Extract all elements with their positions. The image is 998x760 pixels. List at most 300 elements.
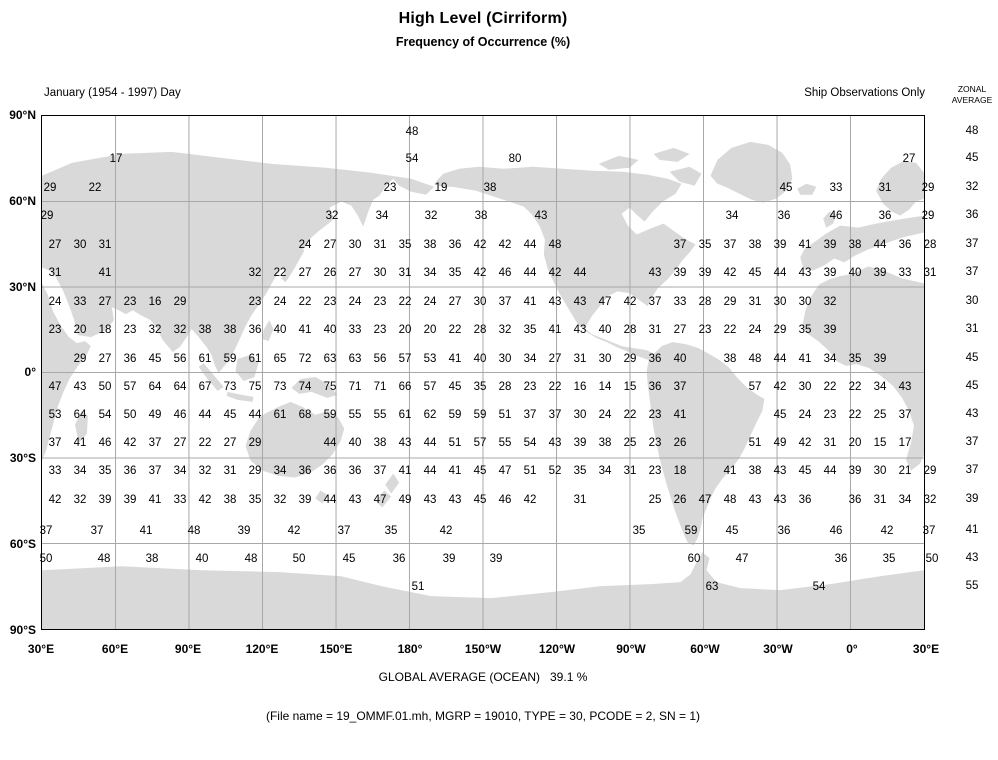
cell-value: 42 (523, 494, 537, 506)
longitude-tick-label: 120°E (245, 642, 279, 656)
cell-value: 39 (848, 465, 862, 477)
cell-value: 22 (88, 182, 102, 194)
cell-value: 22 (623, 409, 637, 421)
cell-value: 44 (773, 353, 787, 365)
cell-value: 25 (873, 409, 887, 421)
cell-value: 29 (40, 210, 54, 222)
cell-value: 27 (348, 267, 362, 279)
cell-value: 37 (523, 409, 537, 421)
cell-value: 30 (798, 381, 812, 393)
cell-value: 37 (148, 465, 162, 477)
cell-value: 44 (523, 267, 537, 279)
cell-value: 53 (423, 353, 437, 365)
cell-value: 33 (348, 324, 362, 336)
zonal-average-value: 30 (965, 295, 979, 307)
cell-value: 27 (673, 324, 687, 336)
cell-value: 40 (348, 437, 362, 449)
cell-value: 59 (448, 409, 462, 421)
period-label: January (1954 - 1997) Day (44, 87, 181, 99)
cell-value: 32 (148, 324, 162, 336)
cell-value: 42 (439, 525, 453, 537)
cell-value: 48 (244, 553, 258, 565)
cell-value: 41 (448, 353, 462, 365)
cell-value: 46 (498, 494, 512, 506)
cell-value: 31 (373, 239, 387, 251)
cell-value: 34 (423, 267, 437, 279)
cell-value: 24 (598, 409, 612, 421)
cell-value: 44 (873, 239, 887, 251)
cell-value: 26 (323, 267, 337, 279)
cell-value: 49 (148, 409, 162, 421)
cell-value: 43 (448, 494, 462, 506)
cell-value: 45 (342, 553, 356, 565)
cell-value: 36 (123, 465, 137, 477)
cell-value: 66 (398, 381, 412, 393)
cell-value: 43 (423, 494, 437, 506)
cell-value: 34 (873, 381, 887, 393)
cell-value: 51 (448, 437, 462, 449)
latitude-tick-label: 90°S (9, 623, 36, 637)
cell-value: 32 (498, 324, 512, 336)
latitude-tick-label: 30°N (9, 280, 36, 294)
cell-value: 63 (705, 581, 719, 593)
cell-value: 75 (323, 381, 337, 393)
cell-value: 22 (723, 324, 737, 336)
cell-value: 41 (73, 437, 87, 449)
cell-value: 64 (148, 381, 162, 393)
cell-value: 38 (748, 465, 762, 477)
cell-value: 43 (748, 494, 762, 506)
longitude-tick-label: 120°W (538, 642, 576, 656)
cell-value: 33 (48, 465, 62, 477)
cell-value: 41 (798, 353, 812, 365)
cell-value: 44 (423, 465, 437, 477)
cell-value: 36 (648, 353, 662, 365)
cell-value: 39 (698, 267, 712, 279)
cell-value: 44 (198, 409, 212, 421)
cell-value: 38 (373, 437, 387, 449)
cell-value: 42 (723, 267, 737, 279)
cell-value: 32 (73, 494, 87, 506)
cell-value: 28 (623, 324, 637, 336)
cell-value: 31 (223, 465, 237, 477)
cell-value: 19 (434, 182, 448, 194)
cell-value: 22 (548, 381, 562, 393)
cell-value: 35 (98, 465, 112, 477)
cell-value: 35 (632, 525, 646, 537)
cell-value: 31 (573, 353, 587, 365)
page-title: High Level (Cirriform) (398, 10, 568, 27)
zonal-average-value: 36 (965, 209, 979, 221)
cell-value: 29 (43, 182, 57, 194)
cell-value: 24 (348, 296, 362, 308)
cell-value: 42 (548, 267, 562, 279)
cell-value: 44 (423, 437, 437, 449)
cell-value: 37 (373, 465, 387, 477)
cell-value: 40 (323, 324, 337, 336)
cell-value: 27 (323, 239, 337, 251)
cell-value: 35 (384, 525, 398, 537)
cell-value: 25 (623, 437, 637, 449)
cell-value: 38 (723, 353, 737, 365)
cell-value: 48 (748, 353, 762, 365)
cell-value: 42 (773, 381, 787, 393)
cell-value: 18 (673, 465, 687, 477)
cell-value: 30 (473, 296, 487, 308)
cell-value: 40 (273, 324, 287, 336)
cell-value: 28 (698, 296, 712, 308)
cell-value: 57 (473, 437, 487, 449)
cell-value: 42 (473, 239, 487, 251)
cell-value: 43 (348, 494, 362, 506)
cell-value: 64 (173, 381, 187, 393)
cell-value: 74 (298, 381, 312, 393)
cell-value: 38 (474, 210, 488, 222)
cell-value: 29 (923, 465, 937, 477)
cell-value: 39 (873, 267, 887, 279)
cell-value: 33 (829, 182, 843, 194)
cell-value: 56 (173, 353, 187, 365)
cell-value: 36 (834, 553, 848, 565)
cell-value: 36 (798, 494, 812, 506)
cell-value: 35 (248, 494, 262, 506)
cell-value: 23 (323, 296, 337, 308)
cell-value: 52 (548, 465, 562, 477)
cell-value: 32 (248, 267, 262, 279)
cell-value: 36 (648, 381, 662, 393)
cell-value: 34 (375, 210, 389, 222)
cell-value: 34 (823, 353, 837, 365)
cell-value: 38 (145, 553, 159, 565)
cell-value: 44 (523, 239, 537, 251)
cell-value: 36 (392, 553, 406, 565)
cell-value: 35 (473, 381, 487, 393)
cell-value: 32 (823, 296, 837, 308)
cell-value: 32 (173, 324, 187, 336)
cell-value: 43 (534, 210, 548, 222)
cell-value: 41 (548, 324, 562, 336)
cell-value: 38 (223, 494, 237, 506)
cell-value: 39 (673, 267, 687, 279)
cell-value: 37 (898, 409, 912, 421)
cell-value: 38 (598, 437, 612, 449)
cell-value: 45 (798, 465, 812, 477)
cell-value: 37 (148, 437, 162, 449)
cell-value: 55 (348, 409, 362, 421)
cell-value: 71 (348, 381, 362, 393)
latitude-tick-label: 60°S (9, 537, 36, 551)
zonal-average-value: 55 (965, 580, 979, 592)
cell-value: 37 (723, 239, 737, 251)
cell-value: 16 (573, 381, 587, 393)
cell-value: 80 (508, 153, 522, 165)
zonal-average-value: 31 (965, 323, 979, 335)
cell-value: 51 (498, 409, 512, 421)
cell-value: 30 (498, 353, 512, 365)
cell-value: 39 (298, 494, 312, 506)
cell-value: 40 (598, 324, 612, 336)
zonal-average-value: 37 (965, 464, 979, 476)
cell-value: 15 (873, 437, 887, 449)
cell-value: 45 (725, 525, 739, 537)
cell-value: 23 (698, 324, 712, 336)
cell-value: 47 (48, 381, 62, 393)
zonal-average-value: 37 (965, 238, 979, 250)
cell-value: 57 (748, 381, 762, 393)
cell-value: 34 (173, 465, 187, 477)
cell-value: 48 (187, 525, 201, 537)
latitude-tick-label: 60°N (9, 194, 36, 208)
cell-value: 60 (687, 553, 701, 565)
cell-value: 31 (98, 239, 112, 251)
cell-value: 36 (298, 465, 312, 477)
cell-value: 46 (829, 525, 843, 537)
zonal-average-value: 45 (965, 352, 979, 364)
cell-value: 35 (448, 267, 462, 279)
cell-value: 39 (237, 525, 251, 537)
cell-value: 23 (373, 296, 387, 308)
cell-value: 45 (773, 409, 787, 421)
cell-value: 24 (273, 296, 287, 308)
cell-value: 50 (98, 381, 112, 393)
cell-value: 37 (498, 296, 512, 308)
cell-value: 48 (723, 494, 737, 506)
cell-value: 23 (383, 182, 397, 194)
cell-value: 28 (498, 381, 512, 393)
cell-value: 30 (373, 267, 387, 279)
cell-value: 42 (473, 267, 487, 279)
cell-value: 47 (735, 553, 749, 565)
cell-value: 42 (123, 437, 137, 449)
cell-value: 27 (98, 353, 112, 365)
cell-value: 39 (823, 239, 837, 251)
cell-value: 47 (498, 465, 512, 477)
cell-value: 59 (223, 353, 237, 365)
cell-value: 62 (423, 409, 437, 421)
cell-value: 20 (848, 437, 862, 449)
cell-value: 27 (48, 239, 62, 251)
cell-value: 42 (198, 494, 212, 506)
cell-value: 27 (298, 267, 312, 279)
longitude-tick-label: 30°W (763, 642, 793, 656)
cell-value: 41 (298, 324, 312, 336)
zonal-header-line2: AVERAGE (951, 95, 993, 105)
cell-value: 47 (698, 494, 712, 506)
cell-value: 43 (773, 465, 787, 477)
cell-value: 29 (173, 296, 187, 308)
cell-value: 50 (925, 553, 939, 565)
cell-value: 23 (648, 465, 662, 477)
latitude-tick-label: 30°S (9, 451, 36, 465)
cell-value: 46 (98, 437, 112, 449)
cell-value: 54 (405, 153, 419, 165)
cell-value: 27 (173, 437, 187, 449)
cell-value: 24 (798, 409, 812, 421)
cell-value: 44 (773, 267, 787, 279)
cell-value: 57 (423, 381, 437, 393)
cell-value: 42 (287, 525, 301, 537)
cell-value: 44 (823, 465, 837, 477)
cell-value: 61 (273, 409, 287, 421)
cell-value: 61 (248, 353, 262, 365)
cell-value: 73 (223, 381, 237, 393)
cell-value: 43 (773, 494, 787, 506)
cell-value: 48 (548, 239, 562, 251)
cell-value: 31 (623, 465, 637, 477)
cell-value: 35 (798, 324, 812, 336)
cell-value: 38 (748, 239, 762, 251)
cell-value: 56 (373, 353, 387, 365)
cell-value: 33 (73, 296, 87, 308)
cell-value: 54 (98, 409, 112, 421)
longitude-tick-label: 60°E (101, 642, 129, 656)
cell-value: 23 (123, 296, 137, 308)
cell-value: 28 (473, 324, 487, 336)
cell-value: 32 (325, 210, 339, 222)
cell-value: 35 (523, 324, 537, 336)
cell-value: 42 (48, 494, 62, 506)
cell-value: 46 (498, 267, 512, 279)
longitude-tick-label: 180° (397, 642, 423, 656)
cell-value: 54 (812, 581, 826, 593)
cell-value: 30 (348, 239, 362, 251)
cell-value: 37 (548, 409, 562, 421)
cell-value: 31 (573, 494, 587, 506)
cell-value: 40 (473, 353, 487, 365)
zonal-average-value: 39 (965, 493, 979, 505)
cell-value: 44 (323, 437, 337, 449)
cell-value: 31 (748, 296, 762, 308)
cell-value: 39 (573, 437, 587, 449)
world-map (39, 115, 939, 630)
cell-value: 73 (273, 381, 287, 393)
cell-value: 31 (923, 267, 937, 279)
cell-value: 36 (123, 353, 137, 365)
zonal-average-value: 43 (965, 552, 979, 564)
cell-value: 36 (878, 210, 892, 222)
title-band (41, 10, 925, 49)
cell-value: 31 (648, 324, 662, 336)
cell-value: 27 (98, 296, 112, 308)
cell-value: 23 (373, 324, 387, 336)
cell-value: 36 (777, 210, 791, 222)
cell-value: 48 (405, 126, 419, 138)
cell-value: 29 (623, 353, 637, 365)
cell-value: 37 (90, 525, 104, 537)
cell-value: 49 (398, 494, 412, 506)
cell-value: 50 (123, 409, 137, 421)
cell-value: 36 (248, 324, 262, 336)
cell-value: 31 (878, 182, 892, 194)
cell-value: 18 (98, 324, 112, 336)
cell-value: 47 (598, 296, 612, 308)
cell-value: 36 (898, 239, 912, 251)
cell-value: 39 (823, 267, 837, 279)
cell-value: 34 (898, 494, 912, 506)
cell-value: 51 (523, 465, 537, 477)
cell-value: 72 (298, 353, 312, 365)
cell-value: 40 (195, 553, 209, 565)
cell-value: 39 (773, 239, 787, 251)
cell-value: 17 (898, 437, 912, 449)
cell-value: 43 (548, 296, 562, 308)
cell-value: 46 (829, 210, 843, 222)
cell-value: 43 (548, 437, 562, 449)
cell-value: 22 (848, 409, 862, 421)
cell-value: 64 (73, 409, 87, 421)
cell-value: 15 (623, 381, 637, 393)
cell-value: 37 (48, 437, 62, 449)
cell-value: 24 (748, 324, 762, 336)
cell-value: 45 (448, 381, 462, 393)
cell-value: 23 (248, 296, 262, 308)
cell-value: 37 (337, 525, 351, 537)
global-average-label: GLOBAL AVERAGE (OCEAN) 39.1 % (378, 670, 588, 684)
cell-value: 39 (442, 553, 456, 565)
latitude-tick-label: 0° (24, 365, 36, 379)
cell-value: 29 (248, 465, 262, 477)
zonal-average-value: 48 (965, 125, 979, 137)
cell-value: 23 (48, 324, 62, 336)
zonal-average-header (946, 84, 998, 106)
cell-value: 37 (648, 296, 662, 308)
cell-value: 29 (248, 437, 262, 449)
cell-value: 29 (921, 182, 935, 194)
cell-value: 31 (48, 267, 62, 279)
cell-value: 28 (923, 239, 937, 251)
cell-value: 45 (473, 465, 487, 477)
cell-value: 37 (922, 525, 936, 537)
cell-value: 50 (39, 553, 53, 565)
cell-value: 63 (323, 353, 337, 365)
cell-value: 61 (398, 409, 412, 421)
longitude-tick-label: 30°E (27, 642, 55, 656)
cell-value: 38 (423, 239, 437, 251)
cell-value: 35 (882, 553, 896, 565)
zonal-average-value: 43 (965, 408, 979, 420)
cell-value: 42 (798, 437, 812, 449)
zonal-average-value: 37 (965, 266, 979, 278)
cell-value: 42 (623, 296, 637, 308)
cell-value: 30 (573, 409, 587, 421)
cell-value: 29 (723, 296, 737, 308)
cell-value: 33 (173, 494, 187, 506)
cell-value: 50 (292, 553, 306, 565)
cell-value: 29 (773, 324, 787, 336)
cell-value: 21 (898, 465, 912, 477)
cell-value: 14 (598, 381, 612, 393)
cell-value: 34 (273, 465, 287, 477)
longitude-tick-label: 150°W (464, 642, 502, 656)
cell-value: 22 (448, 324, 462, 336)
cell-value: 23 (648, 409, 662, 421)
cell-value: 36 (323, 465, 337, 477)
zonal-header-line1: ZONAL (957, 84, 987, 94)
longitude-tick-label: 30°E (912, 642, 940, 656)
cell-value: 55 (498, 437, 512, 449)
longitude-tick-label: 90°W (616, 642, 646, 656)
cell-value: 22 (823, 381, 837, 393)
cell-value: 34 (725, 210, 739, 222)
cell-value: 29 (921, 210, 935, 222)
source-label: Ship Observations Only (804, 87, 925, 99)
longitude-tick-label: 0° (846, 642, 858, 656)
cell-value: 31 (873, 494, 887, 506)
cell-value: 67 (198, 381, 212, 393)
cell-value: 41 (798, 239, 812, 251)
cell-value: 41 (148, 494, 162, 506)
cell-value: 35 (573, 465, 587, 477)
